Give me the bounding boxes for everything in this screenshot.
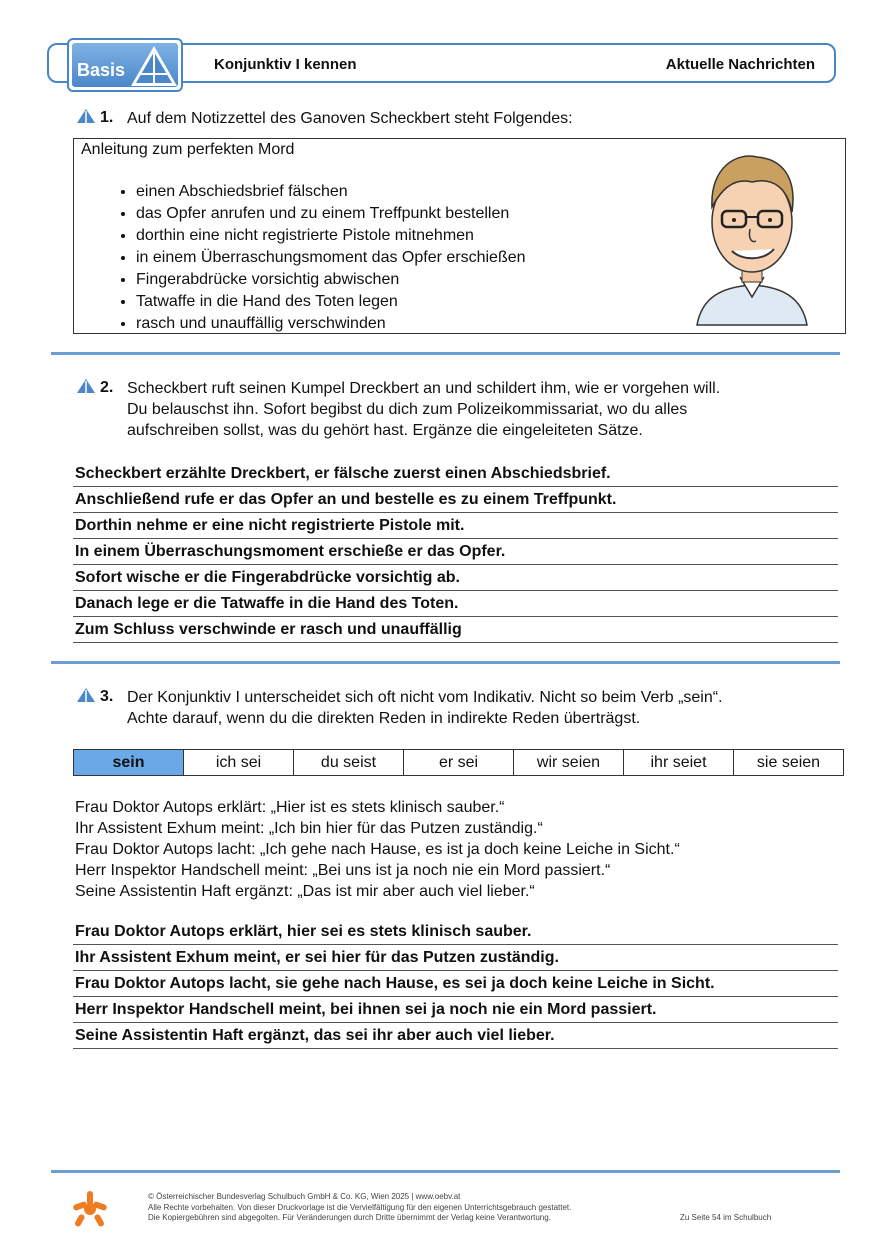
- instruction-line: Der Konjunktiv I unterscheidet sich oft nicht vom Indikativ. Nicht so beim Verb „sein“.: [127, 689, 723, 706]
- page-reference: Zu Seite 54 im Schulbuch: [680, 1213, 772, 1222]
- basis-logo: [67, 38, 183, 92]
- answer-line[interactable]: Herr Inspektor Handschell meint, bei ihnen sei ja noch nie ein Mord passiert.: [73, 997, 838, 1023]
- answer-line[interactable]: In einem Überraschungsmoment erschieße er das Opfer.: [73, 539, 838, 565]
- table-cell: ich sei: [184, 750, 294, 776]
- character-illustration: [692, 147, 812, 327]
- instruction-line: aufschreiben sollst, was du gehört hast. Ergänze die eingeleiteten Sätze.: [127, 422, 643, 439]
- section-divider: [51, 661, 840, 664]
- answer-line[interactable]: Danach lege er die Tatwaffe in die Hand des Toten.: [73, 591, 838, 617]
- answer-line[interactable]: Frau Doktor Autops lacht, sie gehe nach Hause, es sei ja doch keine Leiche in Sicht.: [73, 971, 838, 997]
- footer-line: Die Kopiergebühren sind abgegolten. Für Veränderungen durch Dritte übernimmt der Verlag keine Verantwortung.: [148, 1213, 551, 1222]
- direct-speech-line: Seine Assistentin Haft ergänzt: „Das ist mir aber auch viel lieber.“: [75, 883, 535, 900]
- list-item: • einen Abschiedsbrief fälschen: [136, 181, 526, 203]
- answer-line[interactable]: Zum Schluss verschwinde er rasch und unauffällig: [73, 617, 838, 643]
- direct-speech-list: [75, 797, 680, 902]
- direct-speech-line: Frau Doktor Autops erklärt: „Hier ist es stets klinisch sauber.“: [75, 799, 505, 816]
- task-2-instruction: [127, 378, 720, 441]
- instruction-line: Achte darauf, wenn du die direkten Reden in indirekte Reden überträgst.: [127, 710, 641, 727]
- list-item: • das Opfer anrufen und zu einem Treffpunkt bestellen: [136, 203, 526, 225]
- task-3-number: 3.: [100, 688, 114, 705]
- direct-speech-line: Herr Inspektor Handschell meint: „Bei uns ist ja noch nie ein Mord passiert.“: [75, 862, 611, 879]
- footer-divider: [51, 1170, 840, 1173]
- task-3-instruction: [127, 687, 723, 729]
- table-cell: er sei: [404, 750, 514, 776]
- direct-speech-line: Ihr Assistent Exhum meint: „Ich bin hier für das Putzen zuständig.“: [75, 820, 543, 837]
- note-list: [108, 181, 526, 335]
- instruction-line: Scheckbert ruft seinen Kumpel Dreckbert an und schildert ihm, wie er vorgehen will.: [127, 380, 721, 397]
- answer-line[interactable]: Scheckbert erzählte Dreckbert, er fälsche zuerst einen Abschiedsbrief.: [73, 461, 838, 487]
- answer-line[interactable]: Frau Doktor Autops erklärt, hier sei es stets klinisch sauber.: [73, 919, 838, 945]
- table-header-cell: sein: [74, 750, 184, 776]
- conjugation-table: [73, 749, 844, 776]
- section-divider: [51, 352, 840, 355]
- table-cell: ihr seiet: [624, 750, 734, 776]
- instruction-line: Du belauschst ihn. Sofort begibst du dich zum Polizeikommissariat, wo du alles: [127, 401, 688, 418]
- direct-speech-line: Frau Doktor Autops lacht: „Ich gehe nach Hause, es ist ja doch keine Leiche in Sicht.“: [75, 841, 680, 858]
- table-cell: wir seien: [514, 750, 624, 776]
- task-2-number: 2.: [100, 379, 114, 396]
- answer-line[interactable]: Anschließend rufe er das Opfer an und bestelle es zu einem Treffpunkt.: [73, 487, 838, 513]
- list-item: • Tatwaffe in die Hand des Toten legen: [136, 291, 526, 313]
- answer-line[interactable]: Dorthin nehme er eine nicht registrierte Pistole mit.: [73, 513, 838, 539]
- task-1-instruction: Auf dem Notizzettel des Ganoven Scheckbert steht Folgendes:: [127, 110, 573, 127]
- task-1-number: 1.: [100, 109, 114, 126]
- copyright-notice: [148, 1192, 571, 1224]
- list-item: • in einem Überraschungsmoment das Opfer erschießen: [136, 247, 526, 269]
- task-triangle-icon: [76, 108, 96, 124]
- table-cell: sie seien: [734, 750, 844, 776]
- answer-line[interactable]: Ihr Assistent Exhum meint, er sei hier für das Putzen zuständig.: [73, 945, 838, 971]
- publisher-logo-icon: [72, 1190, 108, 1228]
- list-item: • rasch und unauffällig verschwinden: [136, 313, 526, 335]
- table-cell: du seist: [294, 750, 404, 776]
- footer-line: © Österreichischer Bundesverlag Schulbuch GmbH & Co. KG, Wien 2025 | www.oebv.at: [148, 1192, 461, 1201]
- answer-line[interactable]: Sofort wische er die Fingerabdrücke vorsichtig ab.: [73, 565, 838, 591]
- logo-text: Basis: [77, 60, 126, 80]
- task-triangle-icon: [76, 378, 96, 394]
- answer-line[interactable]: Seine Assistentin Haft ergänzt, das sei ihr aber auch viel lieber.: [73, 1023, 838, 1049]
- list-item: • Fingerabdrücke vorsichtig abwischen: [136, 269, 526, 291]
- list-item: • dorthin eine nicht registrierte Pistole mitnehmen: [136, 225, 526, 247]
- triangle-logo-icon: [129, 44, 179, 88]
- note-title: Anleitung zum perfekten Mord: [81, 141, 295, 158]
- worksheet-title: Konjunktiv I kennen: [214, 56, 357, 73]
- task-triangle-icon: [76, 687, 96, 703]
- note-box: [73, 138, 846, 334]
- section-title: Aktuelle Nachrichten: [665, 56, 815, 73]
- footer-line: Alle Rechte vorbehalten. Von dieser Druckvorlage ist die Vervielfältigung für den eigenen Unterrichtsgebrauch gestattet.: [148, 1202, 572, 1212]
